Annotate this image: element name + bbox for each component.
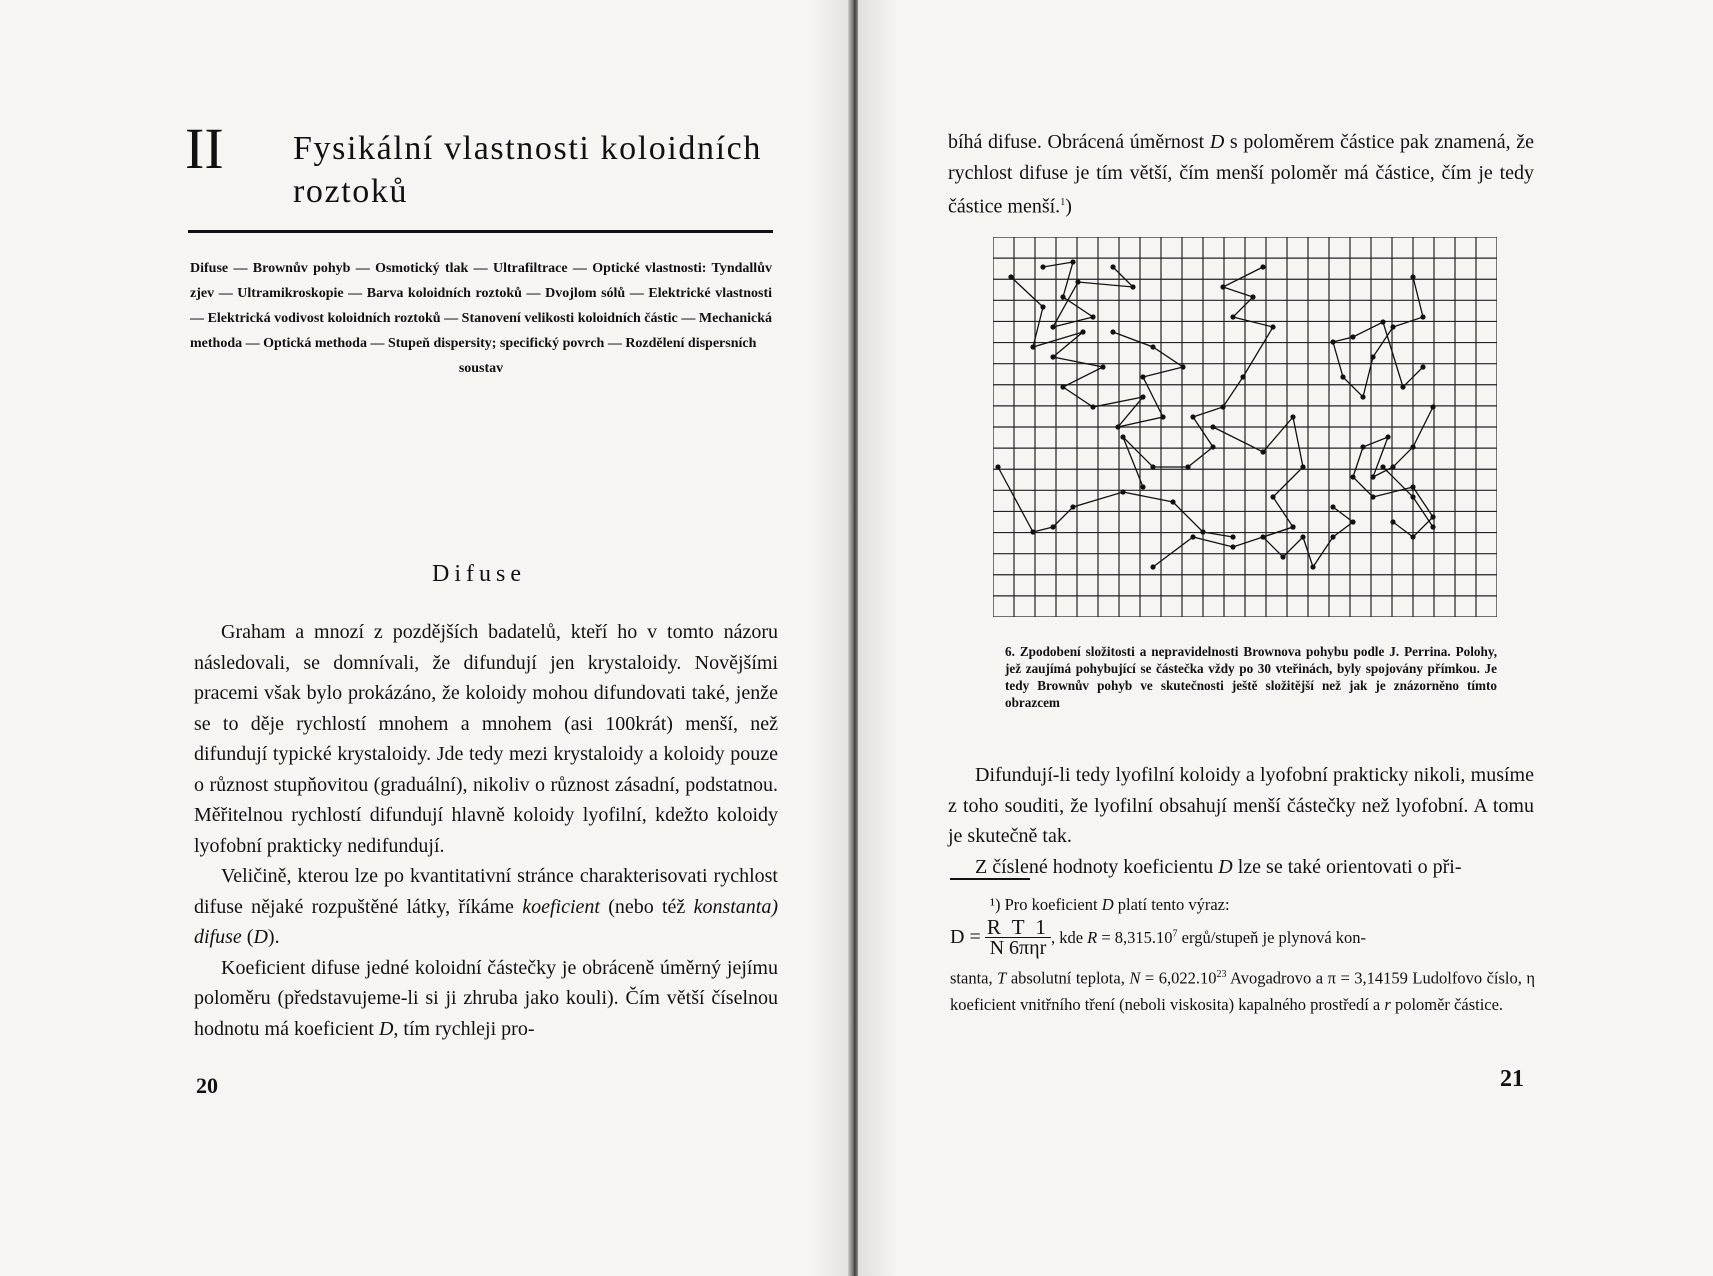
particle-position [1260, 534, 1265, 539]
diffusion-formula: D = $\frac{\text{R T 1}}{\text{N 6πηr}}$ , kde $R = 8,315.10^7$ ergů/stupeň je plynová kon- [950, 915, 1367, 959]
particle-position [1150, 464, 1155, 469]
particle-position [1210, 444, 1215, 449]
paragraph-2: Veličině, kterou lze po kvantitativní stránce charakterisovati rychlost difuse nějaké rozpuštěné látky, říkáme koeficient (nebo též konstanta) difuse (D). [194, 865, 778, 948]
particle-path [1383, 467, 1433, 527]
particle-position [1140, 374, 1145, 379]
particle-position [1180, 364, 1185, 369]
particle-position [1070, 504, 1075, 509]
synopsis-text: Difuse — Brownův pohyb — Osmotický tlak — Ultrafiltrace — Optické vlastnosti: Tyndallův zjev — Ultramikroskopie — Barva koloidních roztoků — Dvojlom sólů — Elektrické vlastnosti — Elektrická vodivost koloidních roztoků — Stanovení velikosti koloidních částic — Mechanická methoda — Optická methoda — Stupeň dispersity; specifický povrch — Rozdělení dispersních [190, 261, 772, 351]
particle-position [1290, 414, 1295, 419]
particle-position [1290, 524, 1295, 529]
particle-position [1050, 524, 1055, 529]
formula-fraction [985, 917, 1051, 958]
particle-position [1170, 499, 1175, 504]
particle-position [1080, 329, 1085, 334]
particle-position [1120, 489, 1125, 494]
chapter-title [293, 127, 813, 213]
formula-denominator: N 6πηr [989, 937, 1047, 959]
particle-position [1270, 494, 1275, 499]
paragraph-orientation: Z číslené hodnoty koeficientu D lze se také orientovati o při- [975, 855, 1462, 878]
particle-position [1110, 329, 1115, 334]
particle-position [1190, 534, 1195, 539]
left-page [0, 0, 850, 1276]
particle-position [1430, 514, 1435, 519]
chapter-number: II [185, 116, 224, 181]
particle-position [1130, 284, 1135, 289]
particle-position [1360, 444, 1365, 449]
particle-position [1400, 384, 1405, 389]
particle-position [1430, 524, 1435, 529]
particle-position [1340, 374, 1345, 379]
paragraph-3: Koeficient difuse jedné koloidní částečky je obráceně úměrný jejímu poloměru (představujeme-li si ji zhruba jako kouli). Čím větší číselnou hodnotu má koeficient D, tím rychleji pro- [194, 956, 778, 1040]
particle-position [1350, 519, 1355, 524]
particle-position [1240, 374, 1245, 379]
particle-position [1260, 264, 1265, 269]
particle-position [1370, 494, 1375, 499]
particle-position [1270, 324, 1275, 329]
particle-position [1250, 294, 1255, 299]
particle-position [1380, 464, 1385, 469]
right-top-text [948, 127, 1534, 222]
particle-position [1120, 434, 1125, 439]
footnote-line-1: ¹) Pro koeficient D platí tento výraz: [990, 895, 1230, 914]
particle-position [1030, 529, 1035, 534]
particle-position [1070, 259, 1075, 264]
particle-position [1230, 544, 1235, 549]
particle-position [1030, 344, 1035, 349]
particle-position [1050, 354, 1055, 359]
particle-path [1153, 417, 1303, 567]
left-body-text [194, 617, 778, 1044]
particle-position [1210, 424, 1215, 429]
right-body-text [948, 760, 1534, 882]
particle-position [1390, 519, 1395, 524]
particle-position [1330, 534, 1335, 539]
particle-position [1060, 294, 1065, 299]
particle-position [1230, 534, 1235, 539]
particle-path [998, 467, 1233, 537]
section-title: Difuse [432, 561, 526, 587]
figure-caption: 6. Zpodobení složitosti a nepravidelnosti Brownova pohybu podle J. Perrina. Polohy, jež zaujímá pohybující se částečka vždy po 30 vteřinách, byly spojovány přímkou. Je tedy Brownův pohyb ve skutečnosti ještě složitější než jak je znázorněno tímto obrazcem [1005, 644, 1497, 710]
footnote-rule [950, 878, 1030, 880]
particle-position [1100, 364, 1105, 369]
particle-position [1385, 434, 1390, 439]
particle-position [1050, 324, 1055, 329]
particle-position [1140, 484, 1145, 489]
particle-position [1410, 494, 1415, 499]
chapter-rule [188, 230, 773, 233]
particle-position [1350, 334, 1355, 339]
particle-position [1040, 304, 1045, 309]
particle-position [1090, 314, 1095, 319]
particle-position [1220, 284, 1225, 289]
particle-position [1280, 554, 1285, 559]
particle-position [1260, 449, 1265, 454]
page-number-left: 20 [196, 1073, 218, 1098]
particle-position [1390, 464, 1395, 469]
page-shadow [810, 0, 850, 1276]
particle-position [1330, 504, 1335, 509]
particle-position [1360, 394, 1365, 399]
page-number-right: 21 [1500, 1066, 1524, 1092]
particle-position [1410, 444, 1415, 449]
particle-position [1110, 264, 1115, 269]
page-shadow [858, 0, 898, 1276]
particle-position [1370, 354, 1375, 359]
particle-position [1350, 474, 1355, 479]
particle-position [1190, 414, 1195, 419]
particle-position [1140, 394, 1145, 399]
particle-position [1185, 464, 1190, 469]
chapter-synopsis [190, 256, 772, 381]
formula-lhs: D = [950, 926, 981, 948]
particle-position [1040, 264, 1045, 269]
particle-position [1150, 344, 1155, 349]
particle-position [1420, 314, 1425, 319]
chapter-title-line-1: Fysikální vlastnosti koloidních [293, 130, 762, 167]
particle-position [1008, 274, 1013, 279]
particle-position [1390, 324, 1395, 329]
particle-position [1380, 319, 1385, 324]
particle-position [1220, 404, 1225, 409]
chapter-title-line-2: roztoků [293, 173, 409, 210]
particle-path [1333, 277, 1423, 397]
particle-paths [998, 262, 1433, 567]
particle-position [1200, 529, 1205, 534]
brownian-motion-figure [993, 237, 1497, 617]
particle-position [1330, 339, 1335, 344]
particle-position [1430, 404, 1435, 409]
particle-path [1011, 277, 1183, 427]
continued-paragraph: bíhá difuse. Obrácená úměrnost D s poloměrem částice pak znamená, že rychlost difuse je tím větší, čím menší poloměr má částice, čím je tedy částice menší.$^1$) [948, 131, 1534, 218]
particle-position [1115, 424, 1120, 429]
particle-position [1410, 484, 1415, 489]
synopsis-last: soustav [458, 361, 504, 376]
particle-position [1420, 364, 1425, 369]
particle-position [1370, 474, 1375, 479]
particle-position [1310, 564, 1315, 569]
particle-position [1160, 414, 1165, 419]
particle-position [995, 464, 1000, 469]
paragraph-lyophilic: Difundují-li tedy lyofilní koloidy a lyofobní prakticky nikoli, musíme z toho souditi, že lyofilní obsahují menší částečky než lyofobní. A tomu je skutečně tak. [948, 764, 1534, 847]
paragraph-1: Graham a mnozí z pozdějších badatelů, kteří ho v tomto názoru následovali, se domnívali, že difundují jen krystaloidy. Novějšími pracemi však bylo prokázáno, že koloidy mohou difundovati také, jenže se to děje rychlostí mnohem a mnohem (asi 100krát) menší, než difundují typické krystaloidy. Jde tedy mezi krystaloidy a koloidy pouze o různost stupňovitou (graduální), nikoliv o různost zásadní, podstatnou. Měřitelnou rychlostí difundují hlavně koloidy lyofilní, kdežto koloidy lyofobní prakticky nedifundují. [194, 621, 778, 857]
particle-position [1090, 404, 1095, 409]
particle-position [1300, 534, 1305, 539]
particle-position [1150, 564, 1155, 569]
particle-position [1300, 464, 1305, 469]
particle-position [1230, 314, 1235, 319]
particle-position [1410, 534, 1415, 539]
particle-positions [995, 259, 1435, 569]
particle-position [1410, 274, 1415, 279]
particle-position [1060, 384, 1065, 389]
formula-numerator: R T 1 [986, 915, 1049, 939]
particle-position [1075, 279, 1080, 284]
footnote-line-3: stanta, T absolutní teplota, $N = 6,022.10^{23}$ Avogadrovo a π = 3,14159 Ludolfovo číslo, η koeficient vnitřního tření (neboli viskosita) kapalného prostředí a r poloměr částice. [950, 968, 1535, 1014]
